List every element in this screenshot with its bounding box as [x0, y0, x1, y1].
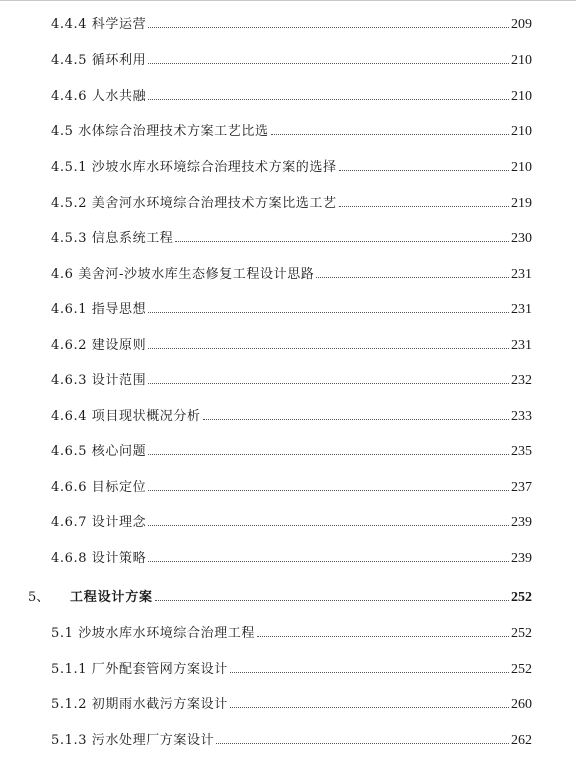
- toc-entry[interactable]: [51, 624, 532, 644]
- toc-page-number: 252: [511, 626, 532, 641]
- toc-entry-title: 4.6.4 项目现状概况分析: [51, 409, 201, 424]
- dot-leader: [148, 99, 509, 100]
- dot-leader: [148, 525, 509, 526]
- dot-leader: [216, 743, 509, 744]
- toc-entry[interactable]: [51, 407, 532, 427]
- toc-entry-title: 4.5.3 信息系统工程: [51, 231, 174, 246]
- toc-page-number: 209: [511, 17, 532, 32]
- toc-entry-title: 5.1.3 污水处理厂方案设计: [51, 733, 215, 748]
- toc-entry-title: 4.5.2 美舍河水环境综合治理技术方案比选工艺: [51, 196, 337, 211]
- toc-entry[interactable]: [51, 442, 532, 462]
- toc-entry-title: 4.6.7 设计理念: [51, 515, 147, 530]
- toc-chapter-entry[interactable]: [28, 588, 532, 608]
- toc-entry[interactable]: [51, 194, 532, 214]
- toc-entry-title: 4.6.8 设计策略: [51, 551, 147, 566]
- toc-page-number: 231: [511, 302, 532, 317]
- toc-page-number: 237: [511, 480, 532, 495]
- toc-entry-title: 4.6.2 建设原则: [51, 338, 147, 353]
- toc-entry[interactable]: [51, 371, 532, 391]
- toc-page-number: 232: [511, 373, 532, 388]
- toc-page-number: 233: [511, 409, 532, 424]
- dot-leader: [175, 241, 509, 242]
- dot-leader: [148, 63, 509, 64]
- toc-entry-title: 5.1 沙坡水库水环境综合治理工程: [51, 626, 256, 641]
- dot-leader: [148, 454, 509, 455]
- toc-entry[interactable]: [51, 549, 532, 569]
- toc-entry-title: 4.4.4 科学运营: [51, 17, 147, 32]
- toc-page-number: 235: [511, 444, 532, 459]
- toc-entry[interactable]: [51, 695, 532, 715]
- toc-entry-title: 4.6 美舍河-沙坡水库生态修复工程设计思路: [51, 267, 315, 282]
- dot-leader: [257, 636, 509, 637]
- toc-entry[interactable]: [51, 122, 532, 142]
- toc-entry-title: 工程设计方案: [70, 590, 153, 605]
- toc-page-number: 210: [511, 160, 532, 175]
- toc-entry[interactable]: [51, 87, 532, 107]
- toc-entry[interactable]: [51, 229, 532, 249]
- toc-page-number: 252: [511, 662, 532, 677]
- toc-entry-title: 4.4.5 循环利用: [51, 53, 147, 68]
- toc-page-number: 230: [511, 231, 532, 246]
- toc-page-number: 219: [511, 196, 532, 211]
- dot-leader: [148, 383, 509, 384]
- dot-leader: [339, 170, 509, 171]
- dot-leader: [339, 206, 509, 207]
- dot-leader: [316, 277, 509, 278]
- toc-page-number: 231: [511, 338, 532, 353]
- toc-page-number: 231: [511, 267, 532, 282]
- toc-entry[interactable]: [51, 478, 532, 498]
- toc-entry-title: 4.5.1 沙坡水库水环境综合治理技术方案的选择: [51, 160, 337, 175]
- toc-entry[interactable]: [51, 15, 532, 35]
- dot-leader: [148, 490, 509, 491]
- toc-page-number: 252: [511, 590, 532, 605]
- dot-leader: [148, 312, 509, 313]
- toc-page-number: 210: [511, 89, 532, 104]
- toc-entry-title: 5.1.2 初期雨水截污方案设计: [51, 697, 228, 712]
- toc-page-number: 239: [511, 551, 532, 566]
- toc-entry-title: 4.6.6 目标定位: [51, 480, 147, 495]
- toc-entry[interactable]: [51, 265, 532, 285]
- toc-entry[interactable]: [51, 51, 532, 71]
- toc-entry[interactable]: [51, 513, 532, 533]
- dot-leader: [148, 348, 509, 349]
- toc-entry-title: 4.6.5 核心问题: [51, 444, 147, 459]
- toc-page-number: 260: [511, 697, 532, 712]
- toc-entry[interactable]: [51, 660, 532, 680]
- toc-page-number: 239: [511, 515, 532, 530]
- toc-entry-title: 4.4.6 人水共融: [51, 89, 147, 104]
- toc-entry[interactable]: [51, 300, 532, 320]
- toc-page-number: 210: [511, 124, 532, 139]
- toc-entry[interactable]: [51, 731, 532, 751]
- toc-page-number: 210: [511, 53, 532, 68]
- toc-entry-title: 4.6.1 指导思想: [51, 302, 147, 317]
- toc-entry-title: 4.5 水体综合治理技术方案工艺比选: [51, 124, 269, 139]
- toc-chapter-number: 5、: [28, 590, 50, 605]
- dot-leader: [230, 672, 509, 673]
- dot-leader: [230, 707, 509, 708]
- toc-entry[interactable]: [51, 336, 532, 356]
- toc-entry-title: 4.6.3 设计范围: [51, 373, 147, 388]
- dot-leader: [148, 561, 509, 562]
- toc-entry-title: 5.1.1 厂外配套管网方案设计: [51, 662, 228, 677]
- dot-leader: [203, 419, 509, 420]
- dot-leader: [271, 134, 509, 135]
- dot-leader: [155, 600, 509, 601]
- toc-page-number: 262: [511, 733, 532, 748]
- dot-leader: [148, 27, 509, 28]
- toc-entry[interactable]: [51, 158, 532, 178]
